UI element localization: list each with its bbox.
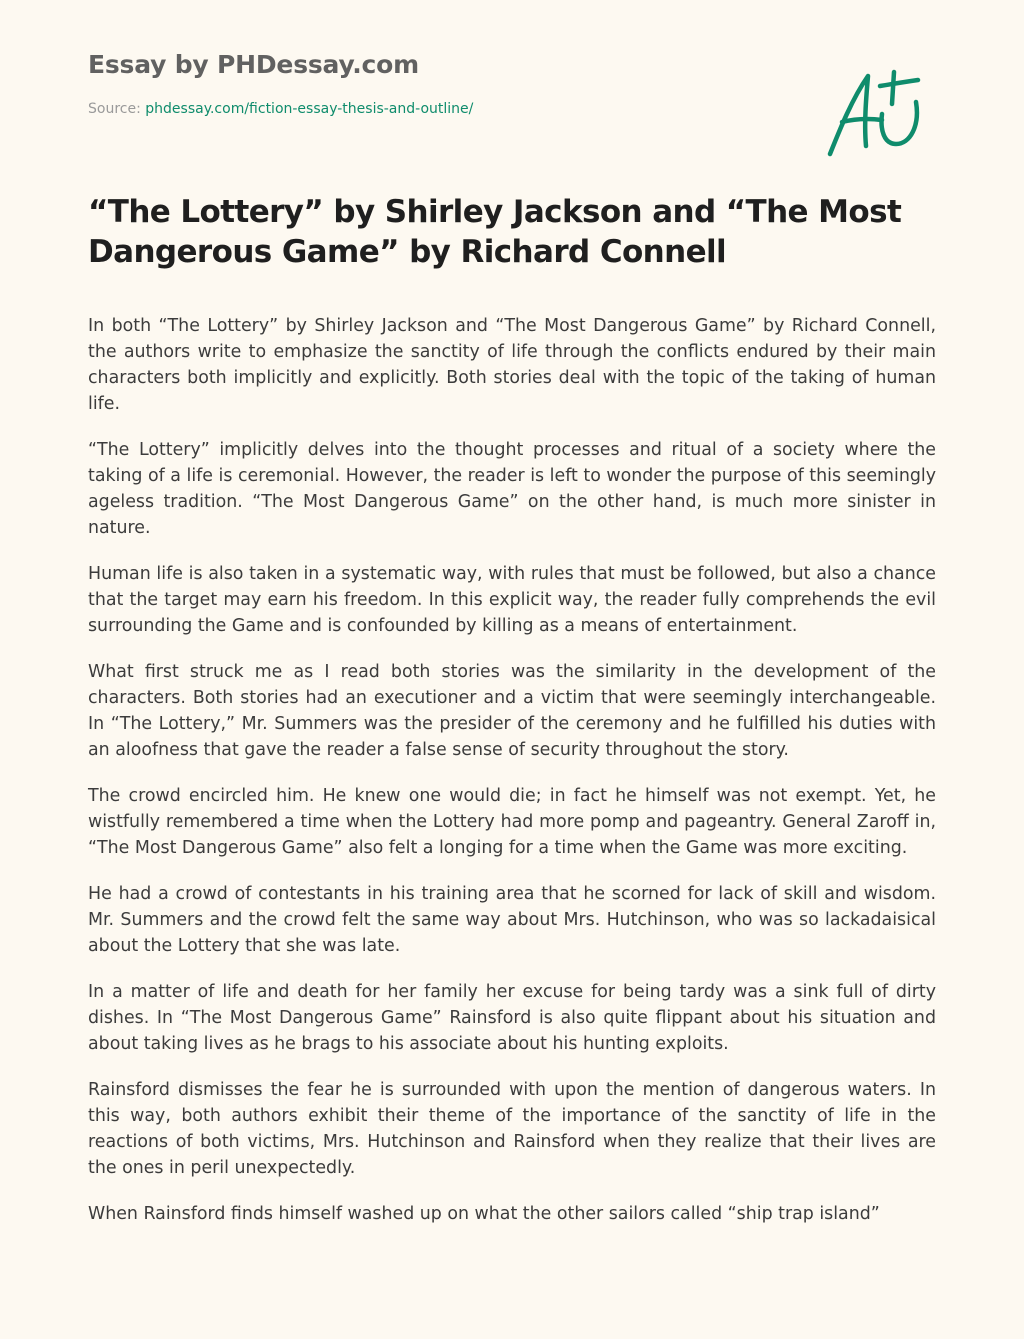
paragraph: He had a crowd of contestants in his training area that he scorned for lack of skill and wisdom. Mr. Summers and the crowd felt the same way about Mrs. Hutchinson, who was so lackadaisical about the Lottery that she was late. bbox=[88, 884, 936, 956]
paragraph: Rainsford dismisses the fear he is surrounded with upon the mention of dangerous waters. In this way, both authors exhibit their theme of the importance of the sanctity of life in the reactions of both victims, Mrs. Hutchinson and Rainsford when they realize that their lives are the ones in peril unexpectedly. bbox=[88, 1080, 936, 1178]
paragraph: In both “The Lottery” by Shirley Jackson and “The Most Dangerous Game” by Richard Connell, the authors write to emphasize the sanctity of life through the conflicts endured by their main characters both implicitly and explicitly. Both stories deal with the topic of the taking of human life. bbox=[88, 316, 936, 414]
source-line bbox=[88, 101, 473, 117]
paragraph: “The Lottery” implicitly delves into the thought processes and ritual of a society where the taking of a life is ceremonial. However, the reader is left to wonder the purpose of this seemingly ageless tradition. “The Most Dangerous Game” on the other hand, is much more sinister in nature. bbox=[88, 440, 936, 538]
page-cutoff bbox=[0, 1287, 1024, 1339]
source-link[interactable]: phdessay.com/fiction-essay-thesis-and-outline/ bbox=[145, 101, 474, 117]
paragraph-truncated: When Rainsford finds himself washed up on what the other sailors called “ship trap island” bbox=[88, 1204, 880, 1224]
paragraph: The crowd encircled him. He knew one would die; in fact he himself was not exempt. Yet, he wistfully remembered a time when the Lottery had more pomp and pageantry. General Zaroff in, “The Most Dangerous Game” also felt a longing for a time when the Game was more exciting. bbox=[88, 786, 936, 858]
essay-body bbox=[88, 313, 936, 1247]
paragraph: Human life is also taken in a systematic way, with rules that must be followed, but also a chance that the target may earn his freedom. In this explicit way, the reader fully comprehends the evil surrounding the Game and is confounded by killing as a means of entertainment. bbox=[88, 564, 936, 636]
essay-title: “The Lottery” by Shirley Jackson and “The Most Dangerous Game” by Richard Connell bbox=[88, 194, 902, 270]
paragraph: What first struck me as I read both stories was the similarity in the development of the characters. Both stories had an executioner and a victim that were seemingly interchangeable. In “The Lottery,” Mr. Summers was the presider of the ceremony and he fulfilled his duties with an aloofness that gave the reader a false sense of security throughout the story. bbox=[88, 662, 936, 760]
site-brand: Essay by PHDessay.com bbox=[88, 50, 419, 79]
a-plus-grade-icon bbox=[822, 64, 932, 164]
paragraph: In a matter of life and death for her family her excuse for being tardy was a sink full of dirty dishes. In “The Most Dangerous Game” Rainsford is also quite flippant about his situation and about taking lives as he brags to his associate about his hunting exploits. bbox=[88, 982, 936, 1054]
source-label: Source: bbox=[88, 101, 141, 117]
